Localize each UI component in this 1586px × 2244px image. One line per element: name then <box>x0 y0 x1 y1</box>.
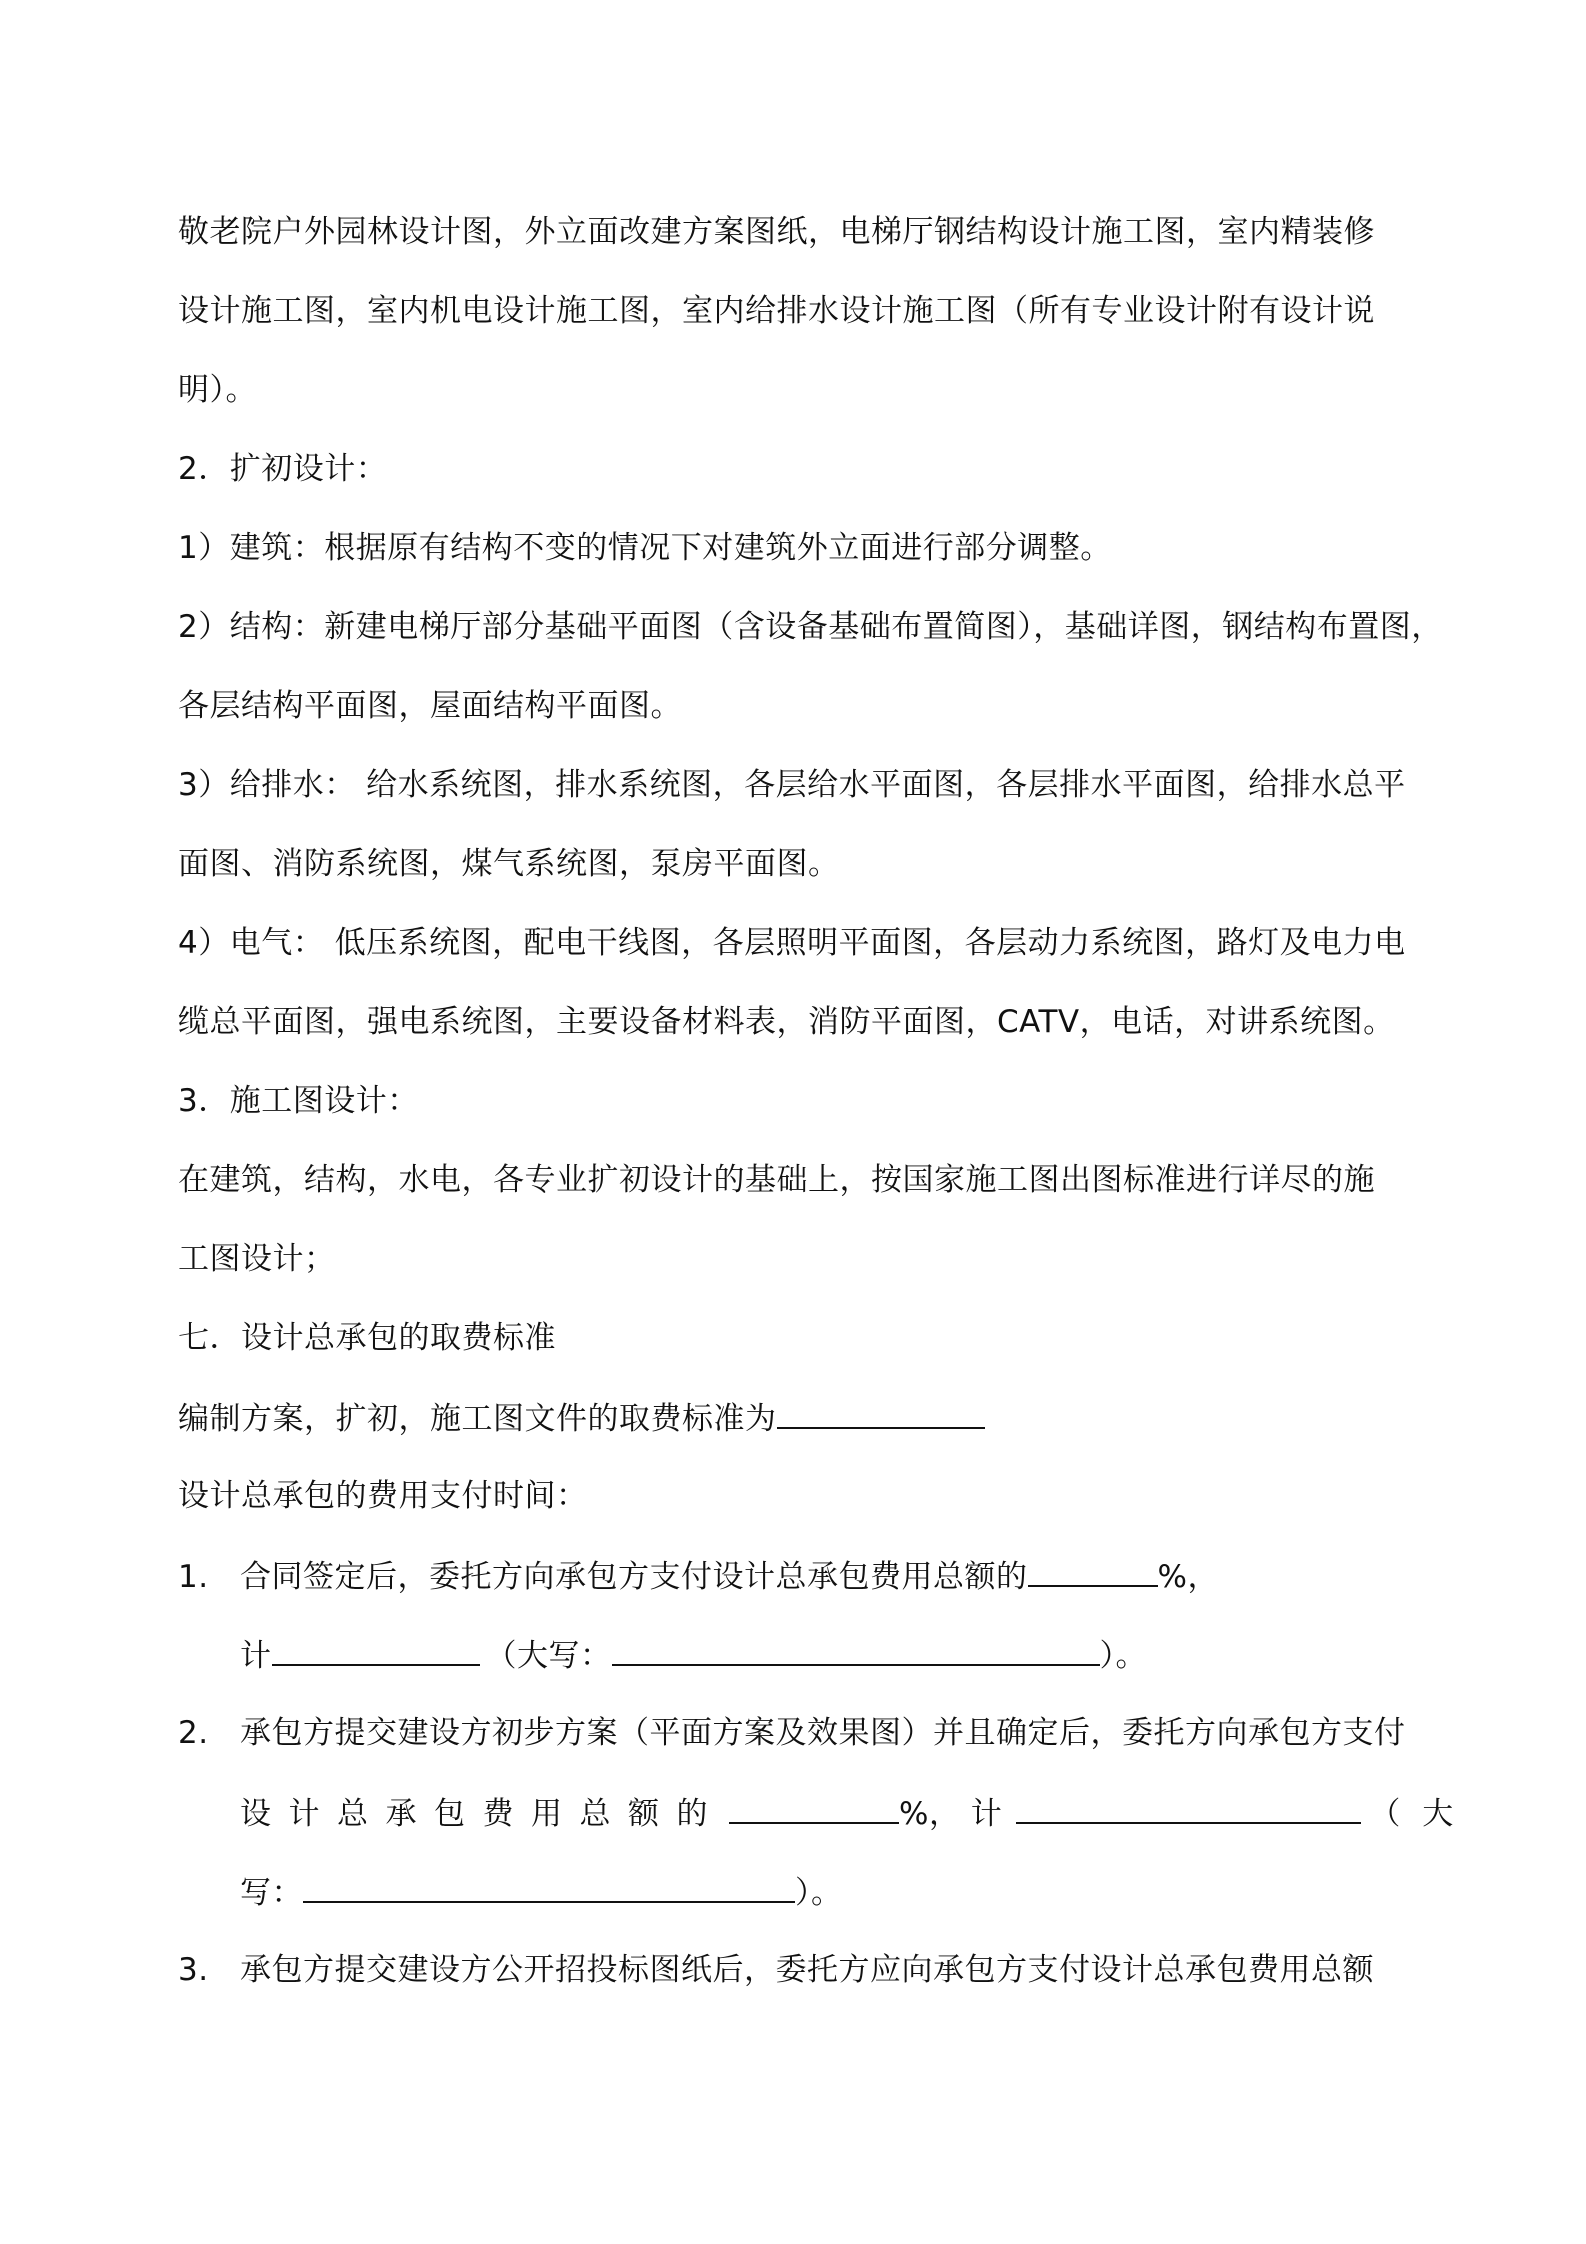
paragraph-line: 在建筑，结构，水电，各专业扩初设计的基础上，按国家施工图出图标准进行详尽的施 <box>178 1162 1375 1198</box>
daxie-label: （大 <box>1369 1796 1476 1832</box>
paragraph-line: 明）。 <box>178 372 257 408</box>
list-item: 2）结构：新建电梯厅部分基础平面图（含设备基础布置简图），基础详图，钢结构布置图， <box>178 609 1443 645</box>
list-item: 1）建筑：根据原有结构不变的情况下对建筑外立面进行部分调整。 <box>178 530 1112 566</box>
item-number: 2. <box>178 1715 209 1751</box>
paragraph-line: 工图设计； <box>178 1241 336 1277</box>
item-text: 设计总承包费用总额的 <box>240 1796 725 1832</box>
section-heading: 2．扩初设计： <box>178 451 388 487</box>
fee-standard-label: 编制方案，扩初，施工图文件的取费标准为 <box>178 1401 777 1437</box>
paragraph-line: 敬老院户外园林设计图，外立面改建方案图纸，电梯厅钢结构设计施工图，室内精装修 <box>178 214 1375 250</box>
daxie-blank[interactable] <box>612 1634 1100 1666</box>
fee-standard-blank[interactable] <box>777 1397 985 1429</box>
paragraph-line: 设计施工图，室内机电设计施工图，室内给排水设计施工图（所有专业设计附有设计说 <box>178 293 1375 329</box>
fee-standard-line <box>178 1397 985 1439</box>
list-item-cont: 缆总平面图，强电系统图，主要设备材料表，消防平面图，CATV，电话，对讲系统图。 <box>178 1004 1395 1040</box>
paragraph-line: 设计总承包的费用支付时间： <box>178 1478 588 1514</box>
section-heading: 3．施工图设计： <box>178 1083 419 1119</box>
close-paren: ）。 <box>795 1875 843 1911</box>
list-item: 4）电气： 低压系统图，配电干线图，各层照明平面图，各层动力系统图，路灯及电力电 <box>178 925 1406 961</box>
amount-blank[interactable] <box>1016 1792 1361 1824</box>
ji-label: 计 <box>240 1638 272 1674</box>
payment-item-2-daxie <box>240 1871 843 1913</box>
amount-blank[interactable] <box>272 1634 480 1666</box>
list-item-cont: 面图、消防系统图，煤气系统图，泵房平面图。 <box>178 846 840 882</box>
item-number: 3. <box>178 1952 209 1988</box>
close-paren: ）。 <box>1099 1638 1147 1674</box>
payment-item-1-amount <box>240 1634 1147 1676</box>
daxie-label: 写： <box>240 1875 303 1911</box>
percent-blank[interactable] <box>729 1792 899 1824</box>
item-text: 合同签定后，委托方向承包方支付设计总承包费用总额的 <box>240 1559 1028 1595</box>
percent-blank[interactable] <box>1028 1555 1158 1587</box>
item-text: 承包方提交建设方公开招投标图纸后，委托方应向承包方支付设计总承包费用总额 <box>240 1952 1374 1988</box>
section-heading: 七．设计总承包的取费标准 <box>178 1320 556 1356</box>
item-text: 承包方提交建设方初步方案（平面方案及效果图）并且确定后，委托方向承包方支付 <box>240 1715 1406 1751</box>
percent-sign: %， 计 <box>899 1796 1003 1832</box>
payment-item-2-amount <box>240 1792 1475 1834</box>
payment-item-1 <box>178 1555 1219 1597</box>
daxie-label: （大写： <box>485 1638 612 1674</box>
list-item: 3）给排水： 给水系统图，排水系统图，各层给水平面图，各层排水平面图，给排水总平 <box>178 767 1406 803</box>
list-item-cont: 各层结构平面图，屋面结构平面图。 <box>178 688 682 724</box>
payment-item-2 <box>178 1713 1406 1753</box>
percent-sign: %， <box>1157 1559 1219 1595</box>
item-number: 1. <box>178 1559 209 1595</box>
daxie-blank[interactable] <box>303 1871 795 1903</box>
payment-item-3 <box>178 1950 1374 1990</box>
